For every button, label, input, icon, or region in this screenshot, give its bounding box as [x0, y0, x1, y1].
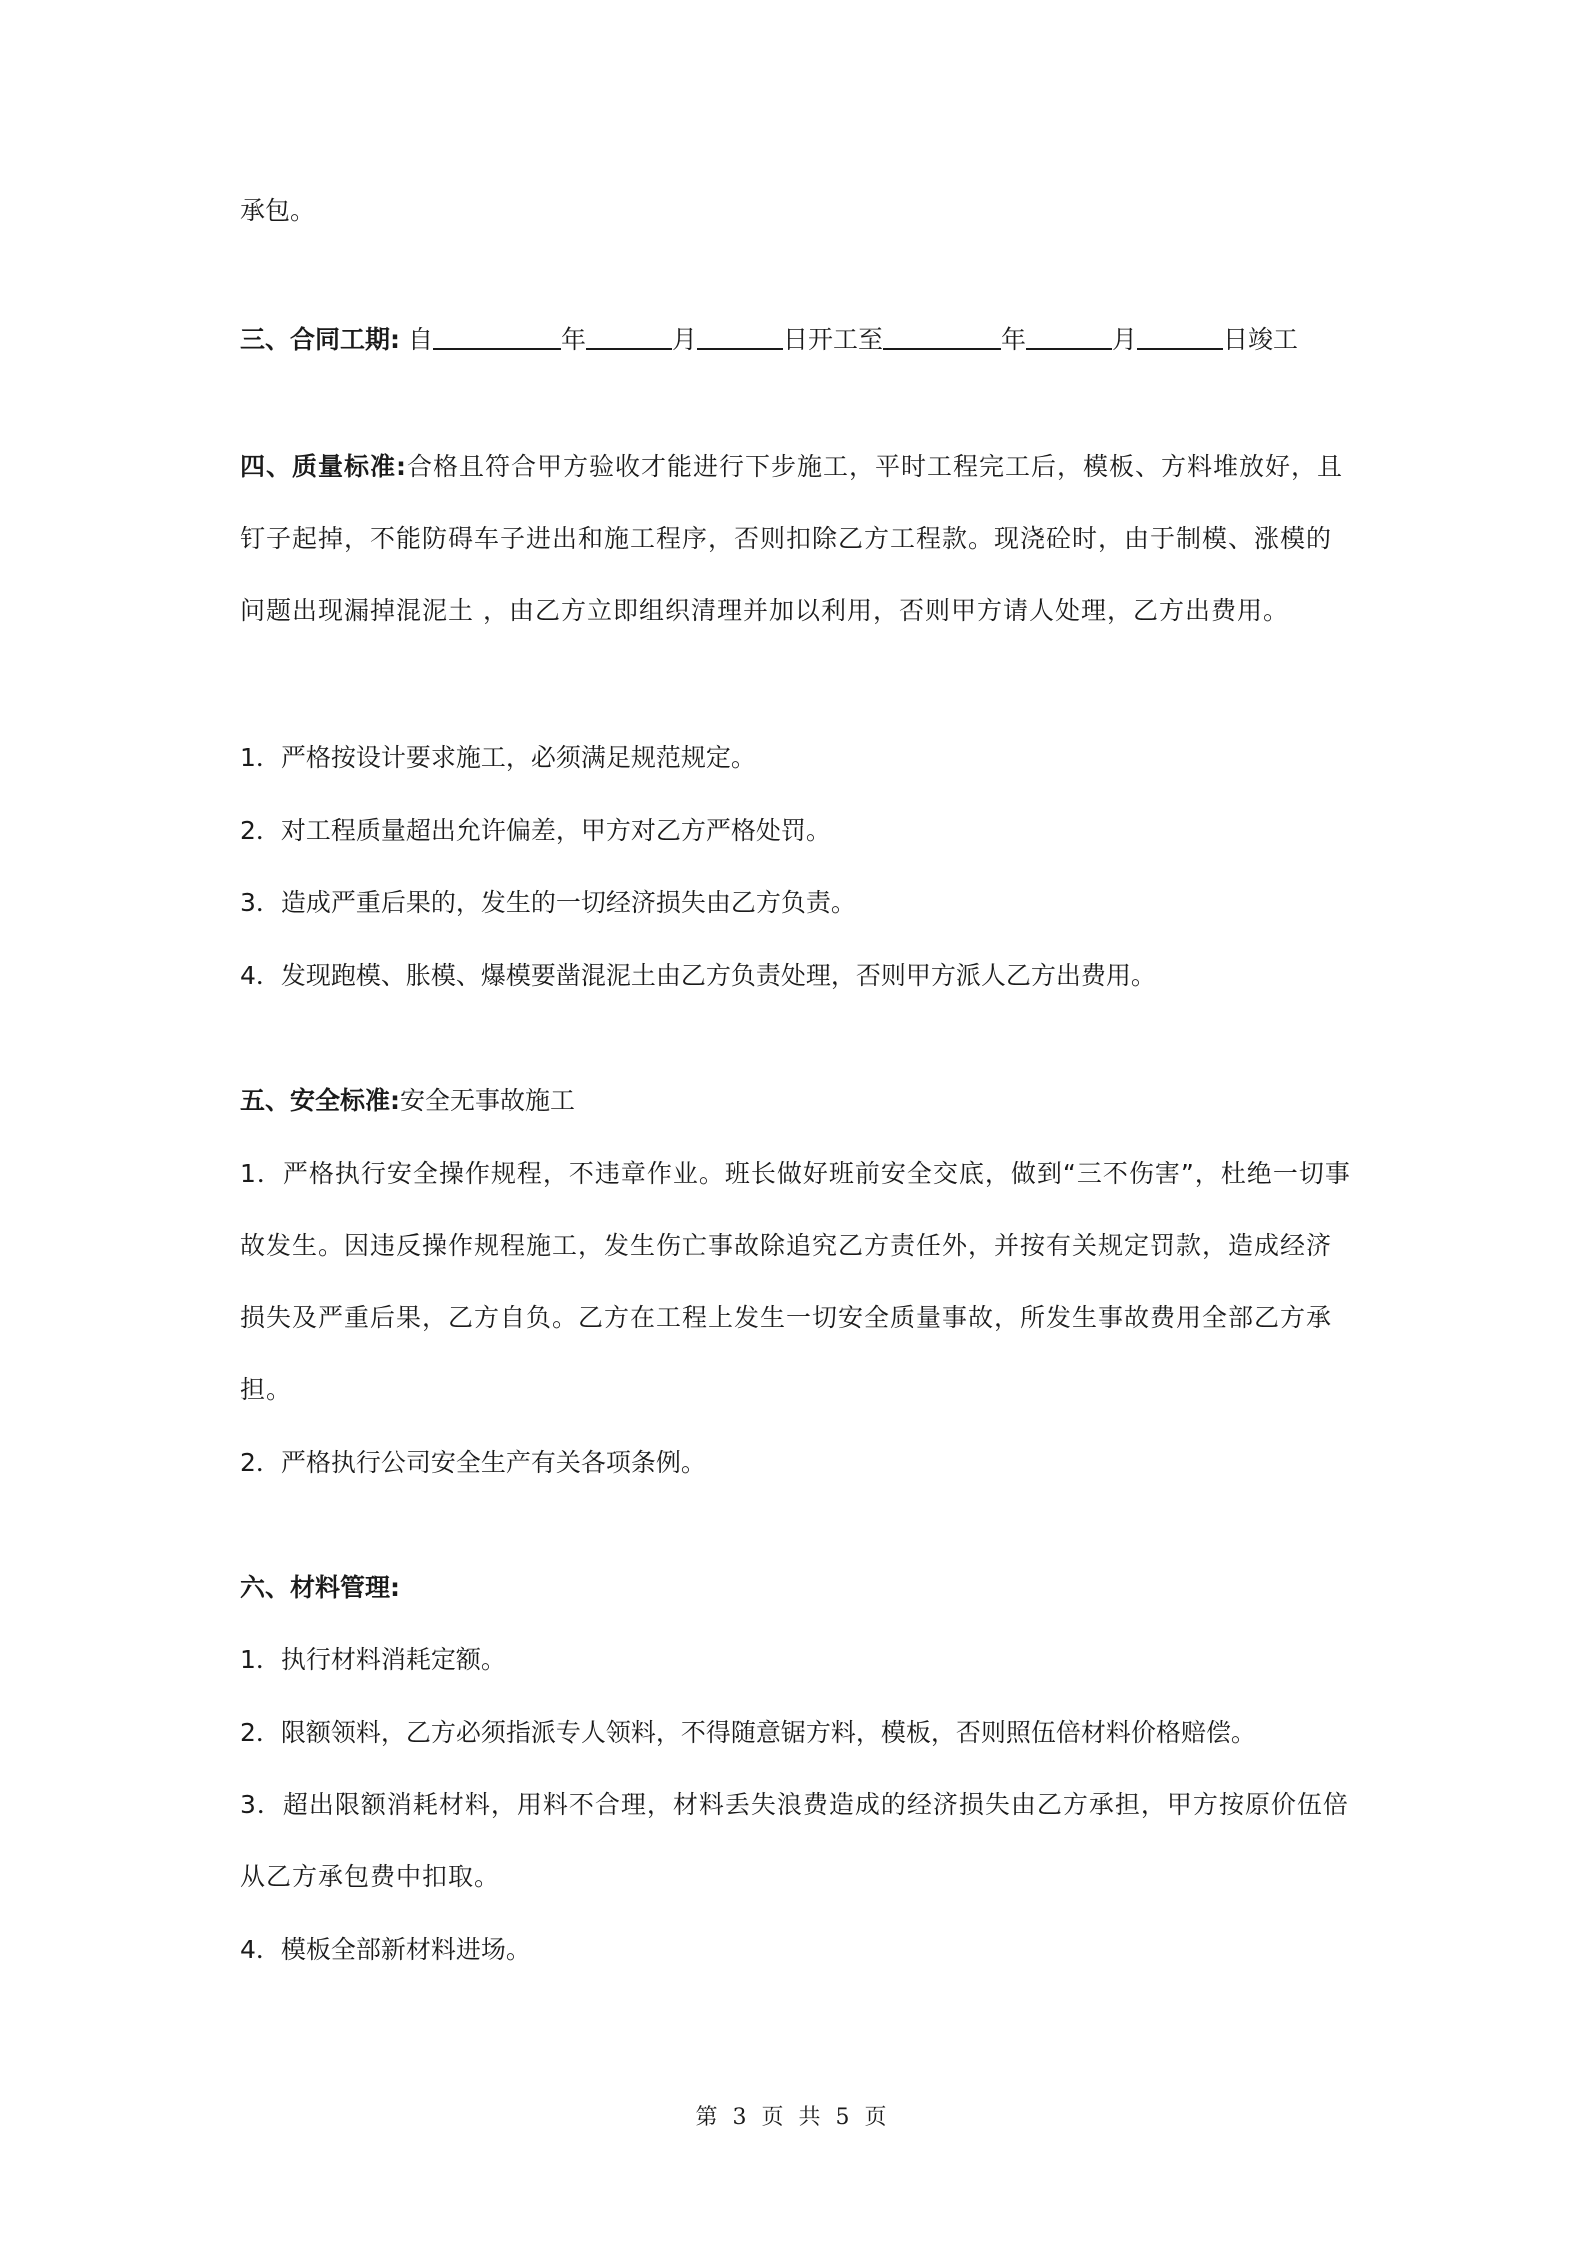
start-year-blank	[433, 322, 561, 350]
section-6-item-2: 2．限额领料，乙方必须指派专人领料，不得随意锯方料，模板，否则照伍倍材料价格赔偿。	[240, 1718, 1256, 1747]
end-label: 日竣工	[1223, 325, 1299, 354]
section-5-line	[240, 1065, 575, 1137]
section-3-heading: 三、合同工期:	[240, 325, 400, 354]
start-day-blank	[697, 322, 783, 350]
section-4-paragraph	[240, 431, 1355, 647]
section-4-heading: 四、质量标准:	[240, 452, 407, 481]
month-label: 月	[671, 325, 697, 354]
list-item: 4．发现跑模、胀模、爆模要凿混泥土由乙方负责处理，否则甲方派人乙方出费用。	[240, 961, 1156, 990]
section-6-item-4: 4．模板全部新材料进场。	[240, 1935, 531, 1964]
end-day-blank	[1137, 322, 1223, 350]
section-6-item-3: 3．超出限额消耗材料，用料不合理，材料丢失浪费造成的经济损失由乙方承担，甲方按原价伍倍从乙方承包费中扣取。	[240, 1790, 1349, 1891]
section-5-heading: 五、安全标准:	[240, 1086, 400, 1115]
section-6-item-1: 1．执行材料消耗定额。	[240, 1645, 506, 1674]
from-label: 自	[407, 325, 433, 354]
month-label: 月	[1112, 325, 1138, 354]
section-5-item-2: 2．严格执行公司安全生产有关各项条例。	[240, 1448, 706, 1477]
year-label: 年	[1001, 325, 1027, 354]
end-month-blank	[1026, 322, 1112, 350]
section-5-body: 安全无事故施工	[400, 1086, 576, 1115]
list-item: 2．对工程质量超出允许偏差，甲方对乙方严格处罚。	[240, 816, 831, 845]
year-label: 年	[560, 325, 586, 354]
start-month-blank	[586, 322, 672, 350]
section-4-body: 合格且符合甲方验收才能进行下步施工，平时工程完工后，模板、方料堆放好，且钉子起掉，不能防碍车子进出和施工程序，否则扣除乙方工程款。现浇砼时，由于制模、涨模的问题出现漏掉混泥土 ，由乙方立即组织清理并加以利用，否则甲方请人处理，乙方出费用。	[240, 452, 1344, 625]
end-year-blank	[883, 322, 1001, 350]
list-item: 1．严格按设计要求施工，必须满足规范规定。	[240, 743, 756, 772]
section-6-heading: 六、材料管理:	[240, 1573, 400, 1602]
page-footer: 第 3 页 共 5 页	[695, 2105, 891, 2130]
list-item: 3．造成严重后果的，发生的一切经济损失由乙方负责。	[240, 888, 856, 917]
section-5-item-1: 1．严格执行安全操作规程，不违章作业。班长做好班前安全交底，做到“三不伤害”，杜绝一切事故发生。因违反操作规程施工，发生伤亡事故除追究乙方责任外，并按有关规定罚款，造成经济损失及严重后果，乙方自负。乙方在工程上发生一切安全质量事故，所发生事故费用全部乙方承担。	[240, 1159, 1351, 1404]
start-label: 日开工至	[783, 325, 884, 354]
continuation-text: 承包。	[240, 196, 316, 225]
section-3-duration	[240, 304, 1298, 376]
